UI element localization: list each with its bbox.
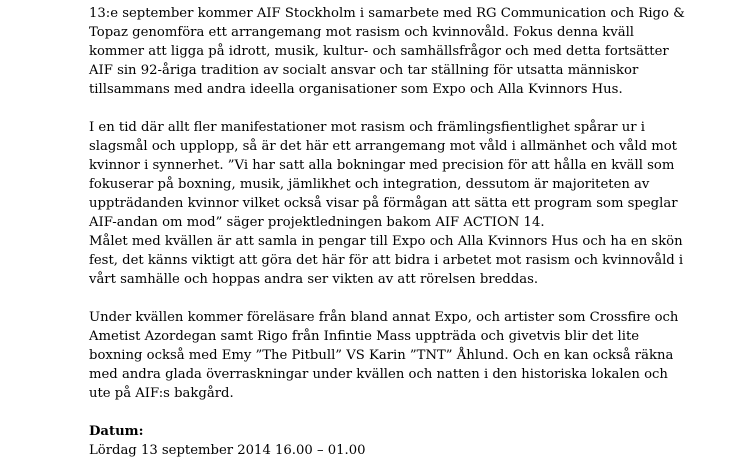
text-line: Ametist Azordegan samt Rigo från Infintie Mass uppträda och givetvis blir det lite xyxy=(89,329,640,344)
date-heading: Datum: xyxy=(89,424,144,439)
text-line: uppträdanden kvinnor vilket också visar på förmågan att sätta ett program som speglar xyxy=(89,196,678,211)
date-value: Lördag 13 september 2014 16.00 – 01.00 xyxy=(89,443,366,458)
document-page xyxy=(89,4,729,460)
text-line: med andra glada överraskningar under kvällen och natten i den historiska lokalen och xyxy=(89,367,668,382)
text-line: kvinnor i synnerhet. ”Vi har satt alla bokningar med precision för att hålla en kväll som xyxy=(89,158,675,173)
text-line: AIF sin 92-åriga tradition av socialt ansvar och tar ställning för utsatta människor xyxy=(89,63,639,78)
text-line: fokuserar på boxning, musik, jämlikhet och integration, dessutom är majoriteten av xyxy=(89,177,650,192)
text-line: vårt samhälle och hoppas andra ser vikten av att rörelsen breddas. xyxy=(89,272,539,287)
text-line: kommer att ligga på idrott, musik, kultur- och samhällsfrågor och med detta fortsätter xyxy=(89,44,669,59)
text-line: fest, det känns viktigt att göra det här för att bidra i arbetet mot rasism och kvinnovåld i xyxy=(89,253,684,268)
text-line: ute på AIF:s bakgård. xyxy=(89,386,234,401)
text-line: AIF-andan om mod” säger projektledningen bakom AIF ACTION 14. xyxy=(89,215,545,230)
text-line: tillsammans med andra ideella organisationer som Expo och Alla Kvinnors Hus. xyxy=(89,82,623,97)
text-line: boxning också med Emy ”The Pitbull” VS Karin ”TNT” Åhlund. Och en kan också räkna xyxy=(89,348,674,363)
paragraph-intro xyxy=(89,4,729,99)
text-line: Topaz genomföra ett arrangemang mot rasism och kvinnovåld. Fokus denna kväll xyxy=(89,25,635,40)
text-line: 13:e september kommer AIF Stockholm i samarbete med RG Communication och Rigo & xyxy=(89,6,685,21)
text-line: slagsmål och upplopp, så är det här ett arrangemang mot våld i allmänhet och våld mot xyxy=(89,139,677,154)
text-line: Målet med kvällen är att samla in pengar till Expo och Alla Kvinnors Hus och ha en skön xyxy=(89,234,683,249)
text-line: Under kvällen kommer föreläsare från bland annat Expo, och artister som Crossfire och xyxy=(89,310,679,325)
paragraph-goal xyxy=(89,232,729,289)
text-line: I en tid där allt fler manifestationer mot rasism och främlingsfientlighet spårar ur i xyxy=(89,120,645,135)
paragraph-program xyxy=(89,308,729,403)
paragraph-context xyxy=(89,118,729,232)
